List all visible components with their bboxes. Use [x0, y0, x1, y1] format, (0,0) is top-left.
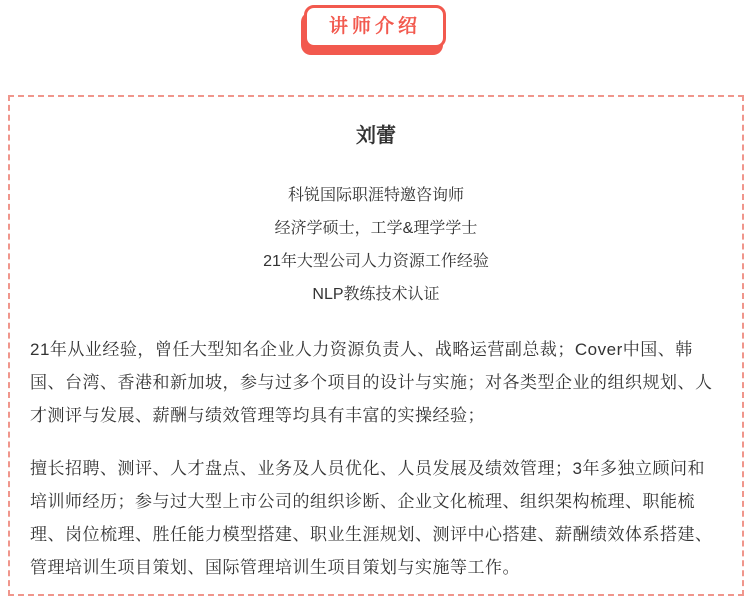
- credential-line: 科锐国际职涯特邀咨询师: [287, 187, 464, 204]
- credential-line: NLP教练技术认证: [312, 286, 440, 303]
- section-badge-wrap: [0, 0, 750, 48]
- lecturer-intro-card: [8, 95, 744, 596]
- bio-paragraph-skills: 擅长招聘、测评、人才盘点、业务及人员优化、人员发展及绩效管理；3年多独立顾问和培训师经历；参与过大型上市公司的组织诊断、企业文化梳理、组织架构梳理、职能梳理、岗位梳理、胜任能力模型搭建、职业生涯规划、测评中心搭建、薪酬绩效体系搭建、管理培训生项目策划、国际管理培训生项目策划与实施等工作。: [30, 459, 713, 577]
- bio-paragraph-experience: 21年从业经验，曾任大型知名企业人力资源负责人、战略运营副总裁；Cover中国、韩国、台湾、香港和新加坡，参与过多个项目的设计与实施；对各类型企业的组织规划、人才测评与发展、薪酬与绩效管理等均具有丰富的实操经验；: [30, 340, 713, 425]
- credential-line: 经济学硕士，工学&理学学士: [274, 220, 478, 237]
- section-badge-label: 讲师介绍: [328, 16, 421, 37]
- credential-line: 21年大型公司人力资源工作经验: [263, 253, 489, 270]
- lecturer-name: 刘蕾: [356, 125, 396, 147]
- section-badge: [304, 5, 446, 48]
- lecturer-credentials: [22, 179, 730, 311]
